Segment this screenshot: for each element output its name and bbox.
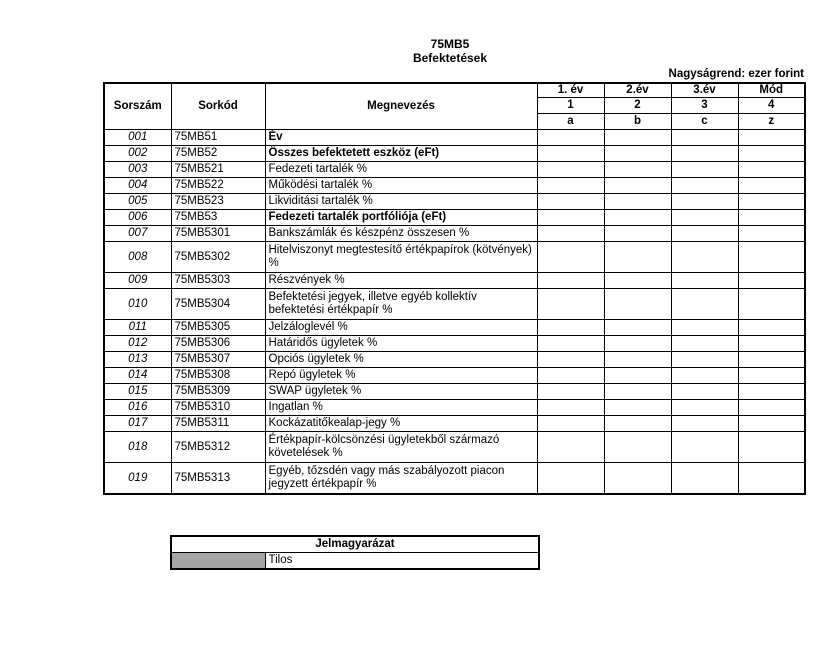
value-cell-1[interactable] (537, 194, 604, 210)
row-name: Összes befektetett eszköz (eFt) (265, 146, 537, 162)
row-number: 011 (104, 320, 171, 336)
row-name: Ingatlan % (265, 400, 537, 416)
header-sorkod: Sorkód (171, 83, 265, 130)
value-cell-3[interactable] (671, 130, 738, 146)
form-title: Befektetések (412, 51, 488, 65)
investments-table (103, 82, 806, 495)
value-cell-1[interactable] (537, 273, 604, 289)
value-cell-2[interactable] (604, 416, 671, 432)
row-number: 002 (104, 146, 171, 162)
value-cell-2[interactable] (604, 352, 671, 368)
value-cell-1[interactable] (537, 384, 604, 400)
value-cell-1[interactable] (537, 320, 604, 336)
value-cell-4[interactable] (738, 210, 805, 226)
row-code: 75MB51 (171, 130, 265, 146)
row-name: Befektetési jegyek, illetve egyéb kollektív befektetési értékpapír % (265, 289, 537, 320)
table-row (104, 130, 805, 146)
row-name: Bankszámlák és készpénz összesen % (265, 226, 537, 242)
header-megnevezes: Megnevezés (265, 83, 537, 130)
table-row (104, 178, 805, 194)
value-cell-3[interactable] (671, 146, 738, 162)
row-name: Fedezeti tartalék % (265, 162, 537, 178)
value-cell-2[interactable] (604, 146, 671, 162)
value-cell-3[interactable] (671, 432, 738, 463)
row-number: 015 (104, 384, 171, 400)
legend-swatch (171, 553, 265, 570)
value-cell-1[interactable] (537, 352, 604, 368)
value-cell-1[interactable] (537, 336, 604, 352)
value-cell-2[interactable] (604, 320, 671, 336)
value-cell-1[interactable] (537, 226, 604, 242)
row-name: Fedezeti tartalék portfóliója (eFt) (265, 210, 537, 226)
table-row (104, 146, 805, 162)
value-cell-2[interactable] (604, 178, 671, 194)
row-code: 75MB5312 (171, 432, 265, 463)
value-cell-3[interactable] (671, 273, 738, 289)
value-cell-4[interactable] (738, 146, 805, 162)
row-number: 007 (104, 226, 171, 242)
value-cell-1[interactable] (537, 416, 604, 432)
row-name: Kockázatitőkealap-jegy % (265, 416, 537, 432)
table-row (104, 194, 805, 210)
table-row (104, 400, 805, 416)
row-number: 012 (104, 336, 171, 352)
value-cell-4[interactable] (738, 384, 805, 400)
table-row (104, 336, 805, 352)
value-cell-2[interactable] (604, 289, 671, 320)
value-cell-3[interactable] (671, 242, 738, 273)
value-cell-4[interactable] (738, 400, 805, 416)
table-row (104, 289, 805, 320)
header-letter-c: c (671, 114, 738, 130)
table-row (104, 162, 805, 178)
value-cell-2[interactable] (604, 130, 671, 146)
row-code: 75MB5309 (171, 384, 265, 400)
row-name: Jelzáloglevél % (265, 320, 537, 336)
row-code: 75MB52 (171, 146, 265, 162)
value-cell-3[interactable] (671, 210, 738, 226)
row-number: 009 (104, 273, 171, 289)
value-cell-3[interactable] (671, 289, 738, 320)
value-cell-3[interactable] (671, 463, 738, 495)
value-cell-4[interactable] (738, 273, 805, 289)
row-number: 010 (104, 289, 171, 320)
legend-table (170, 535, 540, 570)
value-cell-2[interactable] (604, 463, 671, 495)
value-cell-3[interactable] (671, 194, 738, 210)
row-code: 75MB5311 (171, 416, 265, 432)
header-sorszam: Sorszám (104, 83, 171, 130)
value-cell-1[interactable] (537, 162, 604, 178)
table-row (104, 368, 805, 384)
row-code: 75MB5306 (171, 336, 265, 352)
value-cell-3[interactable] (671, 320, 738, 336)
table-row (104, 384, 805, 400)
header-year-1: 1. év (537, 83, 604, 98)
row-code: 75MB521 (171, 162, 265, 178)
value-cell-3[interactable] (671, 400, 738, 416)
value-cell-2[interactable] (604, 336, 671, 352)
value-cell-1[interactable] (537, 178, 604, 194)
header-num-4: 4 (738, 98, 805, 114)
value-cell-3[interactable] (671, 178, 738, 194)
value-cell-2[interactable] (604, 384, 671, 400)
row-name: Hitelviszonyt megtestesítő értékpapírok (kötvények) % (265, 242, 537, 273)
header-letter-b: b (604, 114, 671, 130)
value-cell-1[interactable] (537, 130, 604, 146)
value-cell-3[interactable] (671, 162, 738, 178)
table-row (104, 416, 805, 432)
value-cell-2[interactable] (604, 368, 671, 384)
value-cell-1[interactable] (537, 368, 604, 384)
value-cell-4[interactable] (738, 289, 805, 320)
row-name: Opciós ügyletek % (265, 352, 537, 368)
value-cell-1[interactable] (537, 289, 604, 320)
value-cell-1[interactable] (537, 210, 604, 226)
value-cell-4[interactable] (738, 162, 805, 178)
row-number: 018 (104, 432, 171, 463)
legend-item-label: Tilos (265, 553, 539, 570)
value-cell-3[interactable] (671, 368, 738, 384)
row-number: 004 (104, 178, 171, 194)
row-name: Részvények % (265, 273, 537, 289)
row-code: 75MB5304 (171, 289, 265, 320)
header-num-1: 1 (537, 98, 604, 114)
value-cell-2[interactable] (604, 162, 671, 178)
value-cell-3[interactable] (671, 336, 738, 352)
table-row (104, 432, 805, 463)
row-code: 75MB53 (171, 210, 265, 226)
row-number: 008 (104, 242, 171, 273)
table-row (104, 352, 805, 368)
value-cell-4[interactable] (738, 242, 805, 273)
row-name: Likviditási tartalék % (265, 194, 537, 210)
header-num-2: 2 (604, 98, 671, 114)
row-name: Értékpapír-kölcsönzési ügyletekből származó követelések % (265, 432, 537, 463)
value-cell-3[interactable] (671, 226, 738, 242)
row-code: 75MB5307 (171, 352, 265, 368)
row-code: 75MB5310 (171, 400, 265, 416)
row-code: 75MB5313 (171, 463, 265, 495)
header-year-3: 3.év (671, 83, 738, 98)
table-row (104, 210, 805, 226)
table-row (104, 273, 805, 289)
table-row (104, 242, 805, 273)
row-number: 014 (104, 368, 171, 384)
header-letter-z: z (738, 114, 805, 130)
row-name: Év (265, 130, 537, 146)
value-cell-4[interactable] (738, 336, 805, 352)
value-cell-4[interactable] (738, 226, 805, 242)
row-number: 017 (104, 416, 171, 432)
row-number: 019 (104, 463, 171, 495)
row-number: 016 (104, 400, 171, 416)
row-code: 75MB5301 (171, 226, 265, 242)
unit-label: Nagyságrend: ezer forint (668, 68, 804, 80)
value-cell-4[interactable] (738, 352, 805, 368)
value-cell-4[interactable] (738, 194, 805, 210)
row-name: Működési tartalék % (265, 178, 537, 194)
value-cell-2[interactable] (604, 242, 671, 273)
row-code: 75MB5302 (171, 242, 265, 273)
row-code: 75MB523 (171, 194, 265, 210)
value-cell-2[interactable] (604, 273, 671, 289)
value-cell-1[interactable] (537, 432, 604, 463)
value-cell-3[interactable] (671, 352, 738, 368)
value-cell-2[interactable] (604, 226, 671, 242)
row-number: 001 (104, 130, 171, 146)
value-cell-4[interactable] (738, 463, 805, 495)
row-code: 75MB5305 (171, 320, 265, 336)
row-code: 75MB5308 (171, 368, 265, 384)
row-name: SWAP ügyletek % (265, 384, 537, 400)
row-number: 003 (104, 162, 171, 178)
header-num-3: 3 (671, 98, 738, 114)
table-row (104, 226, 805, 242)
value-cell-1[interactable] (537, 146, 604, 162)
row-number: 013 (104, 352, 171, 368)
row-code: 75MB5303 (171, 273, 265, 289)
row-code: 75MB522 (171, 178, 265, 194)
value-cell-2[interactable] (604, 400, 671, 416)
value-cell-4[interactable] (738, 320, 805, 336)
row-number: 006 (104, 210, 171, 226)
value-cell-4[interactable] (738, 130, 805, 146)
header-year-2: 2.év (604, 83, 671, 98)
value-cell-4[interactable] (738, 416, 805, 432)
value-cell-3[interactable] (671, 384, 738, 400)
table-body (104, 130, 805, 495)
row-name: Egyéb, tőzsdén vagy más szabályozott piacon jegyzett értékpapír % (265, 463, 537, 495)
table-row (104, 463, 805, 495)
legend-title: Jelmagyarázat (171, 536, 539, 553)
value-cell-4[interactable] (738, 368, 805, 384)
value-cell-1[interactable] (537, 463, 604, 495)
row-name: Repó ügyletek % (265, 368, 537, 384)
value-cell-4[interactable] (738, 432, 805, 463)
value-cell-2[interactable] (604, 194, 671, 210)
value-cell-4[interactable] (738, 178, 805, 194)
value-cell-1[interactable] (537, 242, 604, 273)
row-name: Határidős ügyletek % (265, 336, 537, 352)
header-letter-a: a (537, 114, 604, 130)
value-cell-2[interactable] (604, 432, 671, 463)
header-mod: Mód (738, 83, 805, 98)
table-row (104, 320, 805, 336)
row-number: 005 (104, 194, 171, 210)
form-code: 75MB5 (430, 37, 470, 51)
value-cell-1[interactable] (537, 400, 604, 416)
value-cell-2[interactable] (604, 210, 671, 226)
value-cell-3[interactable] (671, 416, 738, 432)
